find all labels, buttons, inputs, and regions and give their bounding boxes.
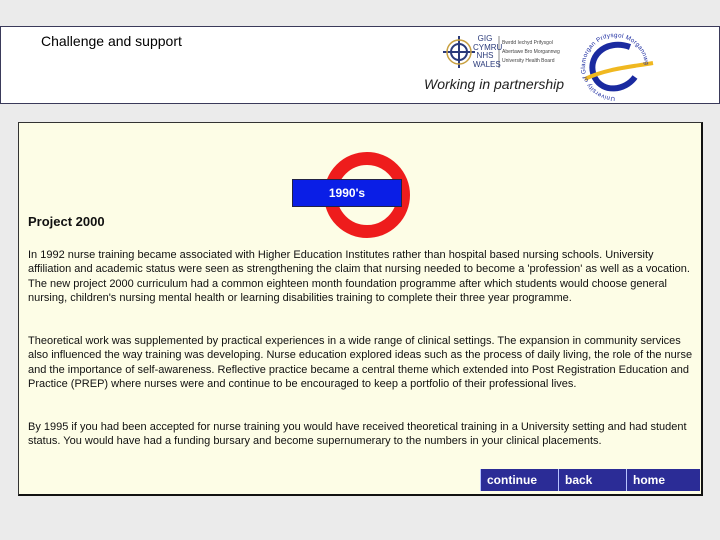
navigation-bar xyxy=(480,469,700,491)
partnership-tagline: Working in partnership xyxy=(424,76,565,92)
section-heading: Project 2000 xyxy=(28,214,105,229)
decade-label: 1990's xyxy=(292,179,402,207)
university-logo-lettering: University of Glamorgan Prifysgol Morgannwg xyxy=(580,33,651,101)
nhs-wales-wordmark: GIG CYMRU NHS WALES xyxy=(473,34,503,69)
content-panel xyxy=(18,122,703,496)
university-of-glamorgan-logo xyxy=(575,33,657,101)
paragraph-3: By 1995 if you had been accepted for nurse training you would have received theoretical training in a University setting and had student status. You would have had a funding bursary and become supernumerary to the numbers in your clinical placements. xyxy=(28,421,687,448)
svg-text:Abertawe Bro Morgannwg: Abertawe Bro Morgannwg xyxy=(502,49,560,55)
svg-text:University Health Board: University Health Board xyxy=(502,58,555,64)
paragraph-2: Theoretical work was supplemented by practical experiences in a wide range of clinical settings. The expansion in community services also influenced the way training was developing. Nurse education explored ideas such as the process of daily living, the role of the nurse and the importance of self-awareness. Reflective practice became a central theme which extended into Post Registration Education and Practice (PREP) where nurses were and continue to be encouraged to keep a portfolio of their professional lives. xyxy=(28,335,693,390)
header xyxy=(0,26,720,104)
nhs-wales-logo xyxy=(443,32,567,72)
continue-button[interactable]: continue xyxy=(480,469,558,491)
paragraph-1: In 1992 nurse training became associated with Higher Education Institutes rather than hospital based nursing schools. University affiliation and academic status were seen as strengthening the claim that nursing needed to become a 'profession' as well as a vocation. The new project 2000 curriculum had a common eighteen month foundation programme after which students would choose general nursing, children's nursing mental health or learning disabilities training to complete their three year programme. xyxy=(28,249,690,304)
page-title: Challenge and support xyxy=(41,33,182,49)
roundel-icon xyxy=(305,152,415,232)
home-button[interactable]: home xyxy=(626,469,700,491)
back-button[interactable]: back xyxy=(558,469,626,491)
svg-text:Bwrdd Iechyd Prifysgol: Bwrdd Iechyd Prifysgol xyxy=(502,40,553,46)
